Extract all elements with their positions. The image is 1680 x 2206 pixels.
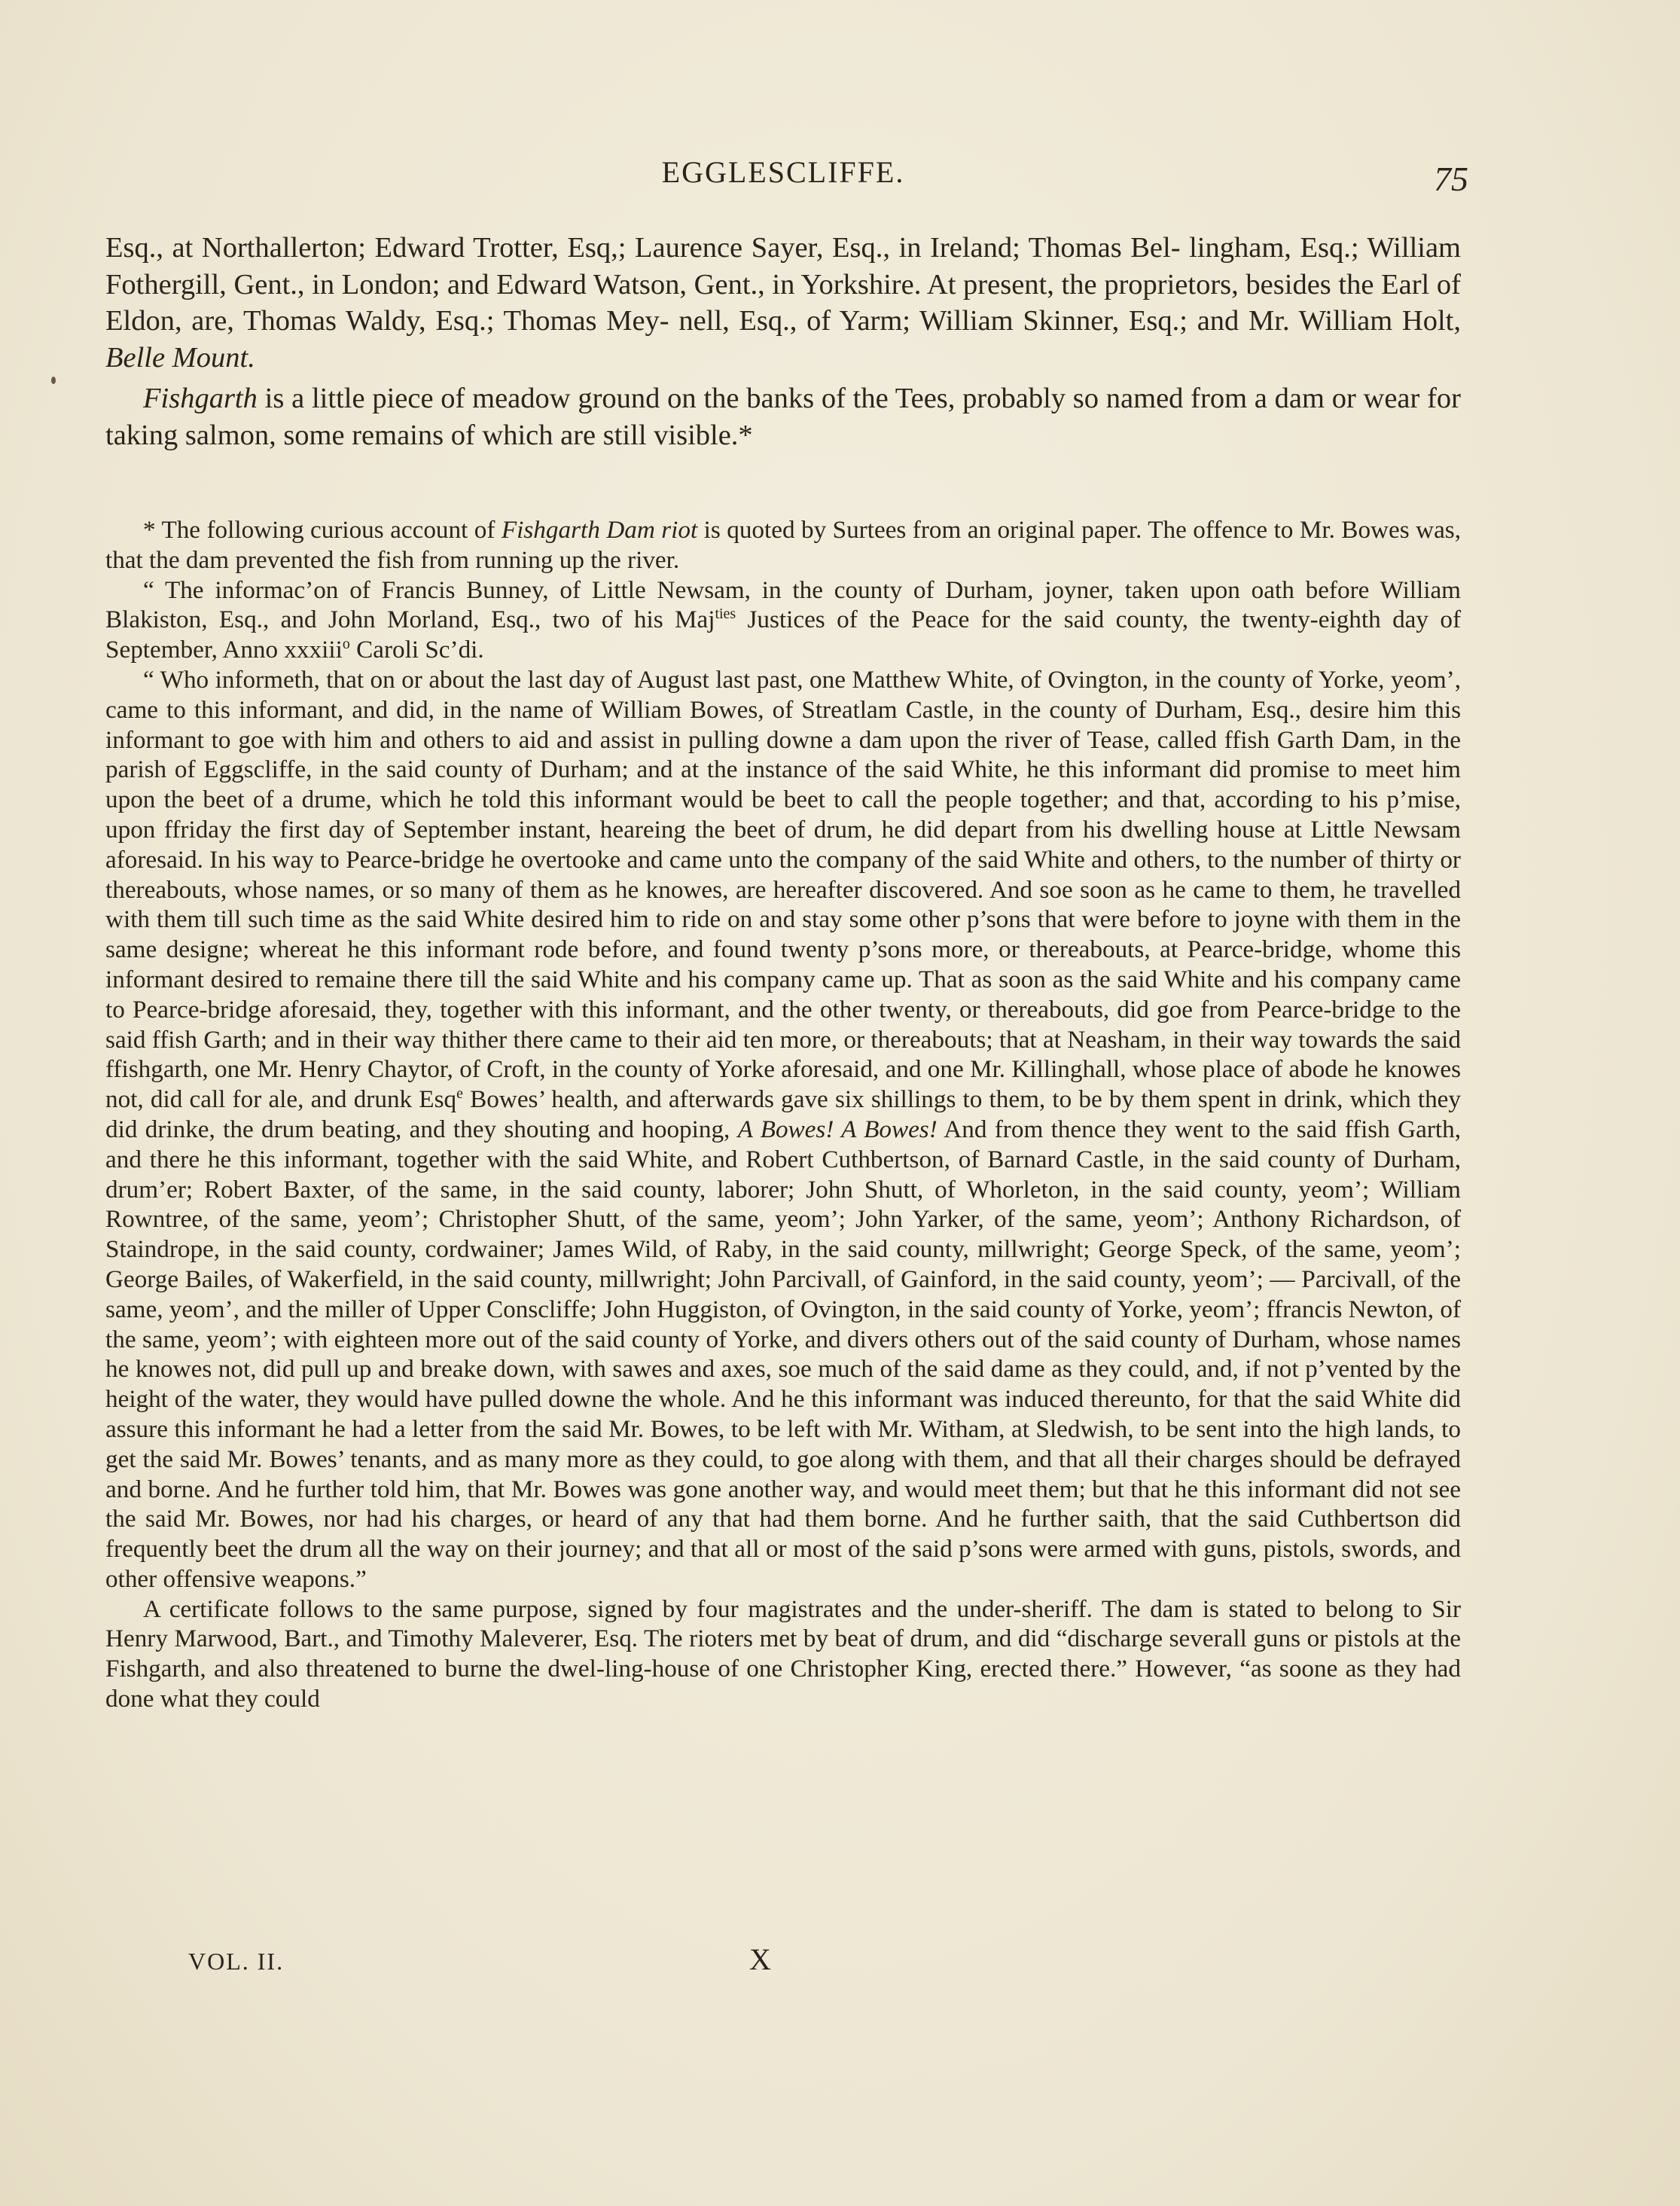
paragraph-fishgarth bbox=[105, 380, 1461, 453]
italic-term: Fishgarth bbox=[143, 383, 258, 414]
main-line: Esq., at Northallerton; Edward Trotter, Esq,; Laurence Sayer, Esq., in Ireland; Thomas Bel- bbox=[105, 232, 1181, 264]
superscript: e bbox=[456, 1085, 463, 1103]
main-line: nell, Esq., of Yarm; William Skinner, Esq.; and Mr. William Holt, bbox=[678, 305, 1461, 337]
italic-shout: A Bowes! A Bowes! bbox=[737, 1115, 938, 1143]
footnote-text: “ The informac’on of Francis Bunney, of Little Newsam, in the county of Durham, joyner, taken upon oath before William Blakiston, Esq., and John Morland, Esq., two of his Maj bbox=[105, 575, 1461, 634]
ink-spot bbox=[51, 377, 56, 384]
italic-term: Fishgarth Dam riot bbox=[501, 516, 698, 544]
footnote-testimony bbox=[105, 665, 1461, 1594]
footnote-text: “ Who informeth, that on or about the last day of August last past, one Matthew White, of Ovington, in the county of Yorke, yeom’, came to this informant, and did, in the name of William Bowes, of Streatlam Castle, in the county of Durham, Esq., desire him this informant to goe with him and others to aid and assist in pulling downe a dam upon the river of Tease, called ffish Garth Dam, in the parish of Eggscliffe, in the said county of Durham; and at the instance of the said White, he this informant did promise to meet him upon the beet of a drume, which he told this informant would be beet to call the people together; and that, according to his p’mise, upon ffriday the first day of September instant, heareing the beet of drum, he did depart from his dwelling house at Little Newsam aforesaid. In his way to Pearce-bridge he overtooke and came unto the company of the said White and others, to the number of thirty or thereabouts, whose names, or so many of them as he knowes, are hereafter discovered. And soe soon as he came to them, he travelled with them till such time as the said White desired him to ride on and stay some other p’sons that were before to joyne with them in the same designe; whereat he this informant rode before, and found twenty p’sons more, or thereabouts, at Pearce-bridge, whome this informant desired to remaine there till the said White and his company came up. That as soon as the said White and his company came to Pearce-bridge aforesaid, they, together with this informant, and the other twenty, or thereabouts, did goe from Pearce-bridge to the said ffish Garth; and in their way thither there came to their aid ten more, or thereabouts; that at Neasham, in their way towards the said ffishgarth, one Mr. Henry Chaytor, of Croft, in the county of Yorke aforesaid, and one Mr. Killinghall, whose place of abode he knowes not, did call for ale, and drunk Esq bbox=[105, 665, 1461, 1114]
volume-label: VOL. II. bbox=[188, 1948, 285, 1975]
footnote-text: Bowes’ health, and afterwards gave six shillings to them, to be by them spent in drink, which they did drinke, the drum beating, and they shouting and hooping, bbox=[105, 1085, 1461, 1143]
page-header bbox=[105, 154, 1468, 200]
superscript: o bbox=[342, 636, 350, 653]
footnote-intro bbox=[105, 515, 1461, 575]
footnote-informacon bbox=[105, 575, 1461, 665]
place-name: Belle Mount. bbox=[105, 341, 255, 374]
signature-mark: X bbox=[749, 1942, 771, 1976]
footnotes bbox=[105, 515, 1461, 1714]
paragraph-text: is a little piece of meadow ground on the banks of the Tees, probably so named from a dam or wear for taking salmon, some remains of which are still visible.* bbox=[105, 383, 1462, 451]
footnote-text: And from thence they went to the said ffish Garth, and there he this informant, together with the said White, and Robert Cuthbertson, of Barnard Castle, in the said county of Durham, drum’er; Robert Baxter, of the same, in the said county, laborer; John Shutt, of Whorleton, in the said county, yeom’; William Rowntree, of the same, yeom’; Christopher Shutt, of the same, yeom’; John Yarker, of the same, yeom’; Anthony Richardson, of Staindrope, in the said county, cordwainer; James Wild, of Raby, in the said county, millwright; George Speck, of the same, yeom’; George Bailes, of Wakerfield, in the said county, millwright; John Parcivall, of Gainford, in the said county, yeom’; — Parcivall, of the same, yeom’, and the miller of Upper Conscliffe; John Huggiston, of Ovington, in the said county of Yorke, yeom’; ffrancis Newton, of the same, yeom’; with eighteen more out of the said county of Yorke, and divers others out of the said county of Durham, whose names he knowes not, did pull up and breake down, with sawes and axes, soe much of the said dame as they could, and, if not p’vented by the height of the water, they would have pulled downe the whole. And he this informant was induced thereunto, for that the said White did assure this informant he had a letter from the said Mr. Bowes, to be left with Mr. Witham, at Sledwish, to be sent into the high lands, to get the said Mr. Bowes’ tenants, and as many more as they could, to goe along with them, and that all their charges should be defrayed and borne. And he further told him, that Mr. Bowes was gone another way, and would meet them; but that he this informant did not see the said Mr. Bowes, nor had his charges, or heard of any that had them borne. And he further saith, that the said Cuthbertson did frequently beet the drum all the way on their journey; and that all or most of the said p’sons were armed with guns, pistols, swords, and other offensive weapons.” bbox=[105, 1115, 1461, 1593]
paragraph-continued bbox=[105, 230, 1461, 376]
running-title: EGGLESCLIFFE. bbox=[661, 155, 905, 189]
footnote-text: * The following curious account of bbox=[143, 516, 495, 544]
footnote-certificate bbox=[105, 1594, 1461, 1714]
footnote-text: Caroli Sc’di. bbox=[356, 636, 484, 664]
superscript: ties bbox=[715, 606, 736, 623]
main-line: lingham, Esq.; William Fothergill, Gent., in London; and Edward Watson, Gent., in Yorkshire. bbox=[105, 232, 1462, 301]
footnote-text: A certificate follows to the same purpose, signed by four magistrates and the under-sheriff. The dam is stated to belong to Sir Henry Marwood, Bart., and Timothy Maleverer, Esq. The rioters met by beat of drum, and did “discharge severall guns or pistols at the Fishgarth, and also threatened to burne the dwel-ling-house of one Christopher King, erected there.” However, “as soone as they had done what they could bbox=[105, 1594, 1461, 1713]
page-number: 75 bbox=[1434, 160, 1468, 198]
page-footer bbox=[105, 1942, 1461, 1979]
main-text bbox=[105, 230, 1461, 453]
footnote-text: Justices of the Peace for the said county, the twenty-eighth day of September, Anno xxxiii bbox=[105, 606, 1461, 664]
main-line: At present, the proprietors, besides the Earl of Eldon, are, Thomas Waldy, Esq.; Thomas Mey- bbox=[105, 268, 1461, 337]
footnote-text: is quoted by Surtees from an original paper. The offence to Mr. Bowes was, that the dam prevented the fish from running up the river. bbox=[105, 516, 1462, 574]
